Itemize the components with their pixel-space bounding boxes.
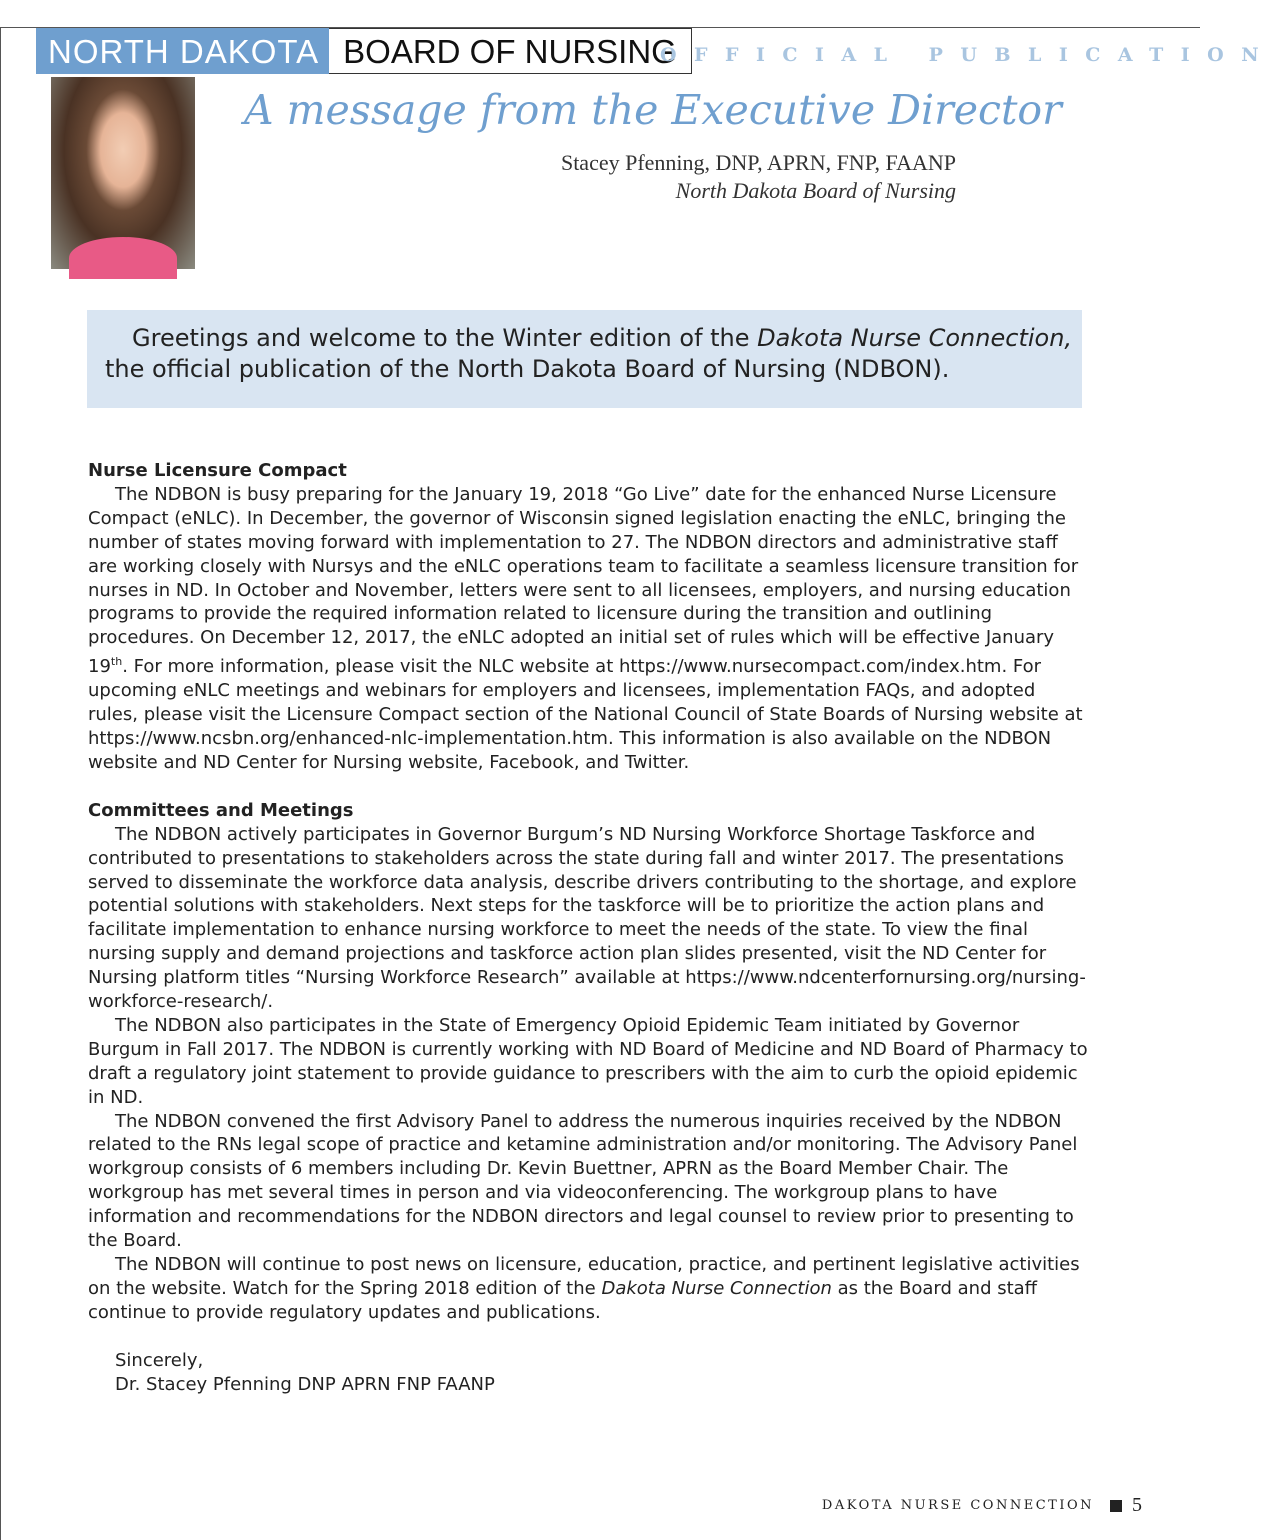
masthead-tagline: OFFICIAL PUBLICATION [660, 44, 1276, 66]
byline-organization: North Dakota Board of Nursing [675, 178, 956, 203]
nlc-paragraph [88, 483, 1088, 775]
p4-text-b: as the Board and staff continue to provide regulatory updates and publications. [88, 1277, 1038, 1323]
page-number: 5 [1132, 1494, 1142, 1516]
nlc-superscript: th [110, 655, 123, 669]
committees-paragraph-1: The NDBON actively participates in Governor Burgum’s ND Nursing Workforce Shortage Taskforce and contributed to presentations to stakeholders across the state during fall and winter 2017. The presentations served to disseminate the workforce data analysis, describe drivers contributing to the shortage, and explore potential solutions with stakeholders. Next steps for the taskforce will be to prioritize the action plans and facilitate implementation to enhance nursing workforce to meet the needs of the state. To view the final nursing supply and demand projections and taskforce action plan slides presented, visit the ND Center for Nursing platform titles “Nursing Workforce Research” available at https://www.ndcenterfornursing.org/nursing-workforce-research/. [88, 823, 1086, 1013]
article-headline: A message from the Executive Director [244, 86, 1062, 134]
signoff-name: Dr. Stacey Pfenning DNP APRN FNP FAANP [115, 1373, 495, 1395]
signoff [88, 1349, 1088, 1397]
p4-publication: Dakota Nurse Connection [601, 1277, 832, 1299]
committees-paragraph-3: The NDBON convened the first Advisory Panel to address the numerous inquiries received by the NDBON related to the RNs legal scope of practice and ketamine administration and/or monitoring. The Advisory Panel workgroup consists of 6 members including Dr. Kevin Buettner, APRN as the Board Member Chair. The workgroup has met several times in person and via videoconferencing. The workgroup plans to have information and recommendations for the NDBON directors and legal counsel to review prior to presenting to the Board. [88, 1110, 1078, 1252]
nlc-text-b: . For more information, please visit the NLC website at https://www.nursecompact.com/index.htm. For upcoming eNLC meetings and webinars for employers and licensees, implementation FAQs, and adopted rules, please visit the Licensure Compact section of the National Council of State Boards of Nursing website at https://www.ncsbn.org/enhanced-nlc-implementation.htm. This information is also available on the NDBON website and ND Center for Nursing website, Facebook, and Twitter. [88, 656, 1083, 773]
greeting-line-1 [105, 323, 1072, 354]
greeting-callout [87, 310, 1082, 408]
author-photo [51, 77, 195, 269]
greeting-pre: Greetings and welcome to the Winter edition of the [132, 324, 758, 352]
committees-paragraph-2: The NDBON also participates in the State of Emergency Opioid Epidemic Team initiated by Governor Burgum in Fall 2017. The NDBON is currently working with ND Board of Medicine and ND Board of Pharmacy to draft a regulatory joint statement to provide guidance to prescribers with the aim to curb the opioid epidemic in ND. [88, 1014, 1088, 1108]
masthead-state: NORTH DAKOTA [36, 28, 329, 74]
section-heading-committees: Committees and Meetings [88, 799, 354, 821]
page-frame-left [0, 27, 1, 1540]
greeting-line-2: the official publication of the North Dakota Board of Nursing (NDBON). [105, 355, 950, 383]
greeting-publication: Dakota Nurse Connection, [757, 324, 1073, 352]
footer-publication: DAKOTA NURSE CONNECTION [821, 1498, 1094, 1513]
section-gap [88, 775, 1088, 799]
article-body [88, 459, 1088, 1397]
p4-text-a: The NDBON will continue to post news on licensure, education, practice, and pertinent legislative activities on the website. Watch for the Spring 2018 edition of the [88, 1254, 1080, 1299]
signoff-closing: Sincerely, [115, 1349, 204, 1371]
section-heading-nlc: Nurse Licensure Compact [88, 460, 347, 481]
masthead-board: BOARD OF NURSING [329, 28, 692, 74]
committees-paragraph-4 [88, 1253, 1088, 1325]
byline-author: Stacey Pfenning, DNP, APRN, FNP, FAANP [560, 150, 956, 175]
page-footer [822, 1494, 1142, 1517]
footer-square-icon [1110, 1500, 1122, 1512]
author-photo-shirt [69, 237, 177, 279]
nlc-text-a: The NDBON is busy preparing for the January 19, 2018 “Go Live” date for the enhanced Nurse Licensure Compact (eNLC). In December, the governor of Wisconsin signed legislation enacting the eNLC, bringing the number of states moving forward with implementation to 27. The NDBON directors and administrative staff are working closely with Nursys and the eNLC operations team to facilitate a seamless licensure transition for nurses in ND. In October and November, letters were sent to all licensees, employers, and nursing education programs to provide the required information related to licensure during the transition and outlining procedures. On December 12, 2017, the eNLC adopted an initial set of rules which will be effective January 19 [88, 483, 1079, 678]
masthead [36, 28, 692, 74]
